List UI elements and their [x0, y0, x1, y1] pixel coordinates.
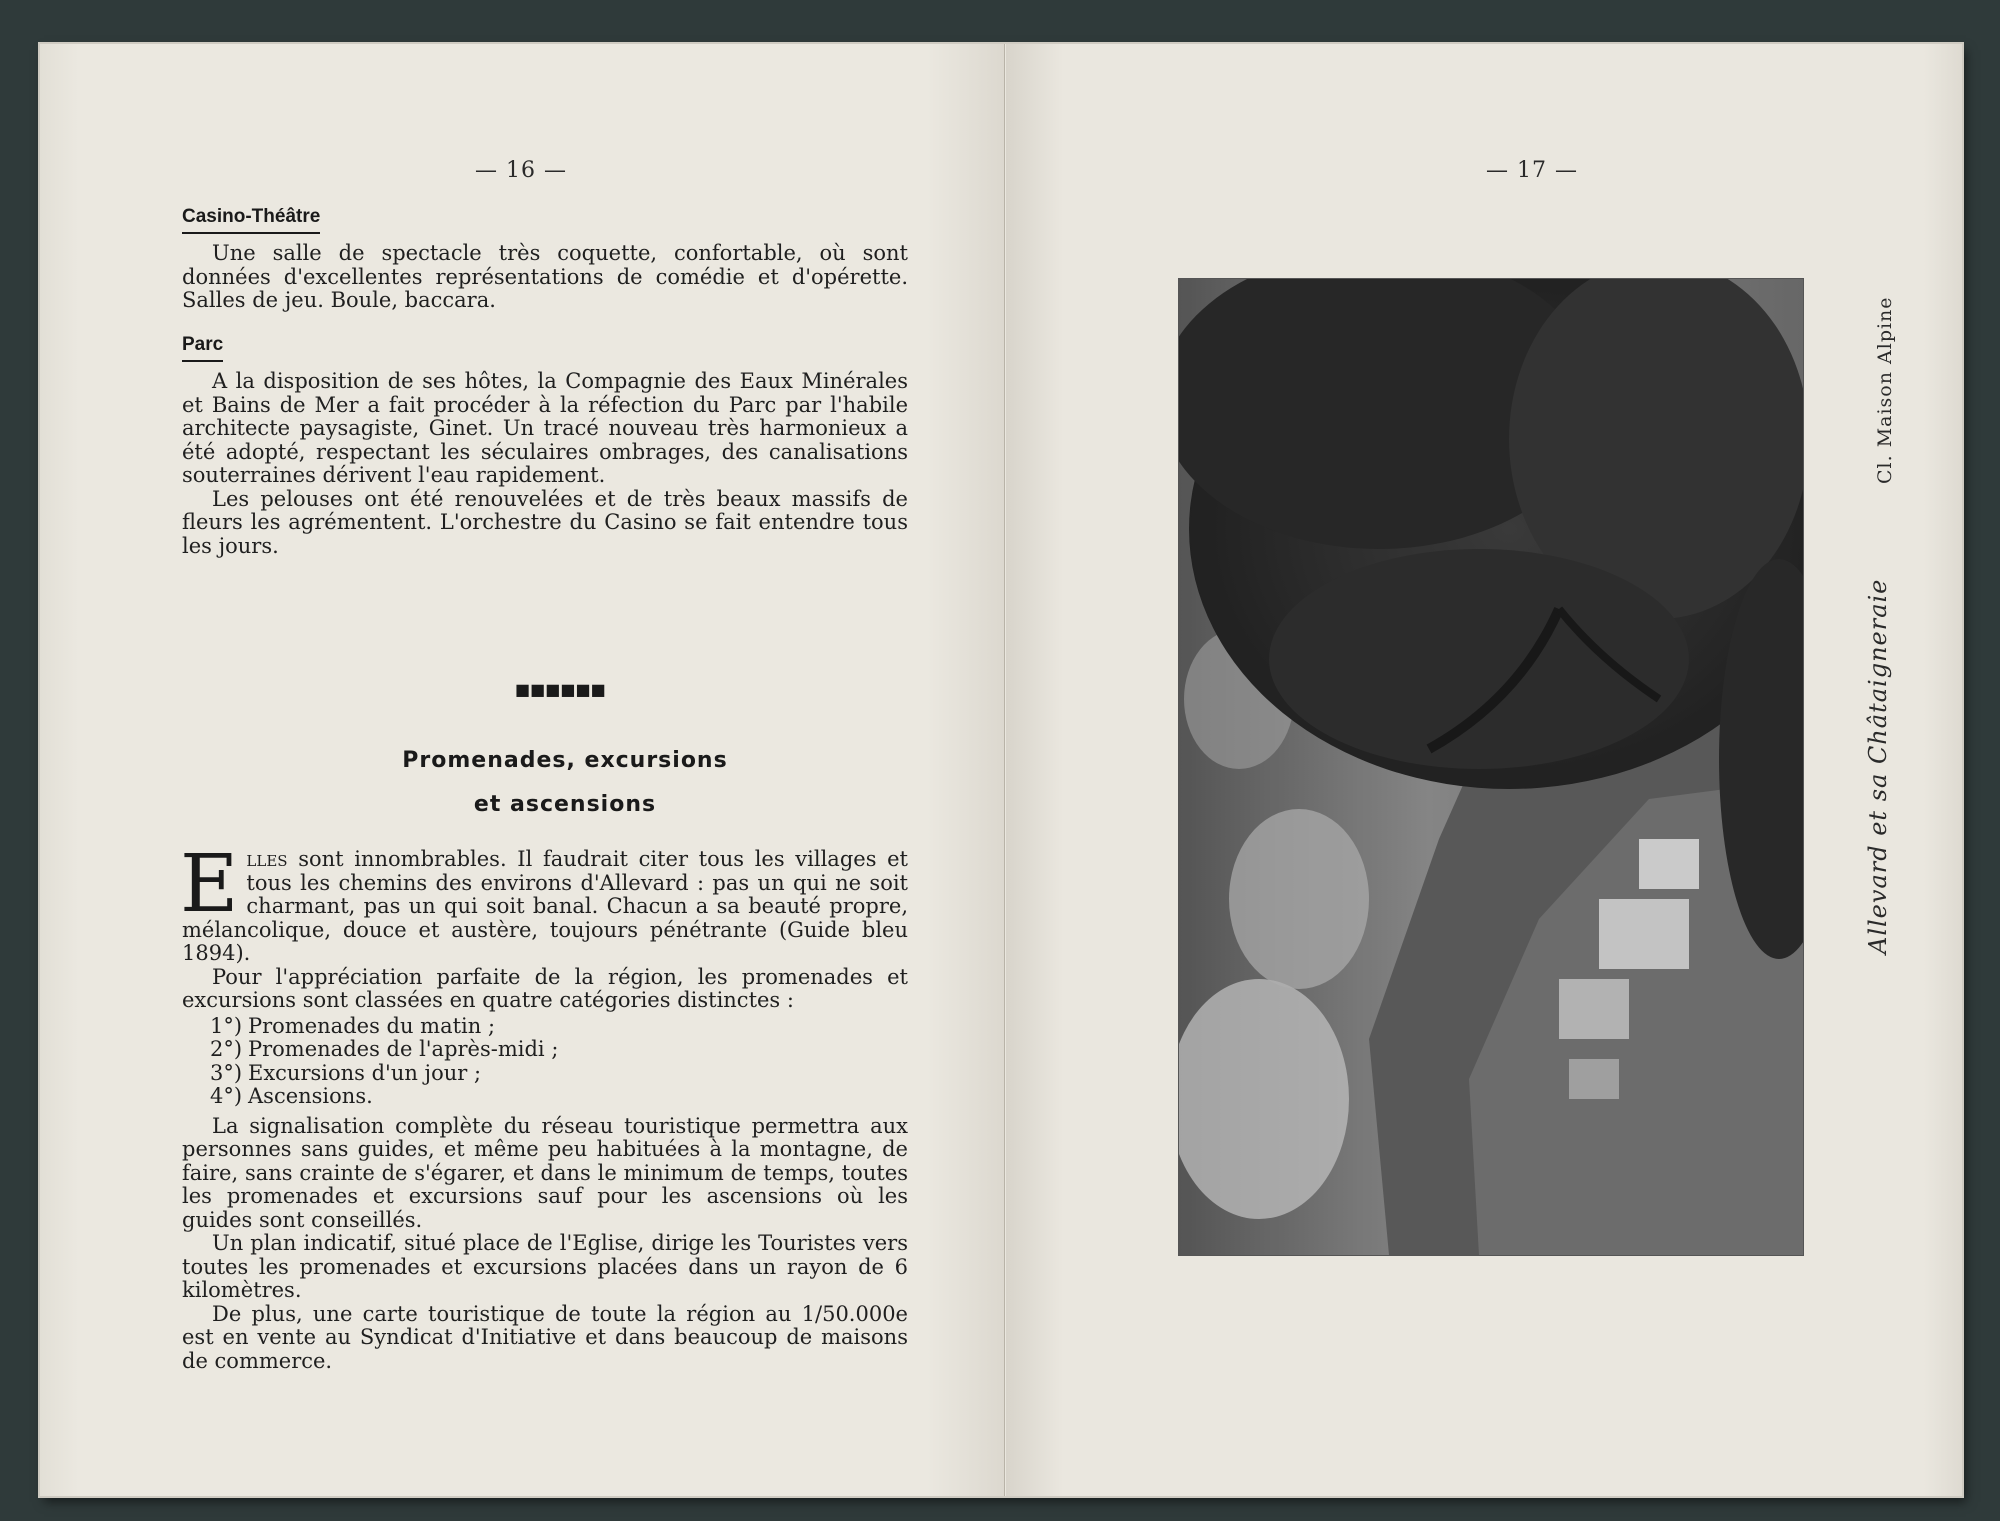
list-label: Promenades du matin ;	[248, 1013, 496, 1038]
open-booklet	[40, 44, 1962, 1496]
section-title-casino: Casino-Théâtre	[182, 206, 320, 234]
chapter-heading-line-2: et ascensions	[473, 792, 657, 817]
photo-image	[1179, 279, 1803, 1255]
section-title-parc: Parc	[182, 334, 223, 362]
carte-paragraph: De plus, une carte touristique de toute la région au 1/50.000e est en vente au Syndicat d'Initiative et dans beaucoup de maisons de commerce.	[182, 1301, 908, 1373]
photo-caption: Allevard et sa Châtaigneraie	[1864, 578, 1892, 954]
promenades-text	[180, 837, 908, 1373]
photo-credit: Cl. Maison Alpine	[1874, 296, 1896, 484]
categories-list	[182, 1015, 908, 1109]
list-number: 3°)	[210, 1060, 243, 1085]
page-number-right: — 17 —	[1486, 158, 1578, 183]
casino-text	[182, 242, 908, 313]
section-ornament: ■■■■■■	[515, 680, 606, 699]
parc-paragraph-2: Les pelouses ont été renouvelées et de très beaux massifs de fleurs les agrémentent. L'orchestre du Casino se fait entendre tous les jours.	[182, 486, 908, 558]
parc-text	[182, 370, 908, 558]
right-page	[1006, 44, 1962, 1496]
parc-paragraph-1: A la disposition de ses hôtes, la Compagnie des Eaux Minérales et Bains de Mer a fait procéder à la réfection du Parc par l'habile architecte paysagiste, Ginet. Un tracé nouveau très harmonieux a été adopté, respectant les séculaires ombrages, des canalisations souterraines dérivent l'eau rapidement.	[182, 369, 908, 487]
list-label: Excursions d'un jour ;	[248, 1060, 482, 1085]
list-number: 4°)	[210, 1084, 243, 1108]
signalisation-paragraph: La signalisation complète du réseau touristique permettra aux personnes sans guides, et même peu habituées à la montagne, de faire, sans crainte de s'égarer, et dans le minimum de temps, toutes les promenades et excursions sauf pour les ascensions où les guides sont conseillés.	[182, 1113, 908, 1232]
intro-small-caps: lles	[246, 847, 288, 871]
list-item	[210, 1085, 908, 1109]
list-label: Ascensions.	[248, 1084, 373, 1108]
intro-paragraph	[180, 837, 908, 966]
plan-paragraph: Un plan indicatif, situé place de l'Eglise, dirige les Touristes vers toutes les promenades et excursions placées dans un rayon de 6 kilomètres.	[182, 1231, 908, 1302]
categories-paragraph: Pour l'appréciation parfaite de la région, les promenades et excursions sont classées en quatre catégories distinctes :	[182, 964, 908, 1012]
left-page	[40, 44, 1005, 1496]
list-label: Promenades de l'après-midi ;	[248, 1037, 559, 1061]
list-number: 1°)	[210, 1013, 243, 1038]
list-item	[210, 1062, 908, 1086]
drop-cap: E	[180, 837, 239, 930]
list-number: 2°)	[210, 1037, 243, 1061]
chapter-heading-line-1: Promenades, excursions	[402, 748, 728, 773]
intro-text: sont innombrables. Il faudrait citer tous les villages et tous les chemins des environs d'Allevard : pas un qui ne soit charmant, pas un qui soit banal. Chacun a sa beauté propre, mélancolique, douce et austère, toujours pénétrante (Guide bleu 1894).	[182, 847, 908, 965]
list-item	[210, 1015, 908, 1039]
casino-paragraph: Une salle de spectacle très coquette, confortable, où sont données d'excellentes représentations de comédie et d'opérette. Salles de jeu. Boule, baccara.	[182, 241, 908, 312]
list-item	[210, 1038, 908, 1062]
landscape-photograph	[1178, 278, 1804, 1256]
page-number-left: — 16 —	[475, 158, 567, 183]
